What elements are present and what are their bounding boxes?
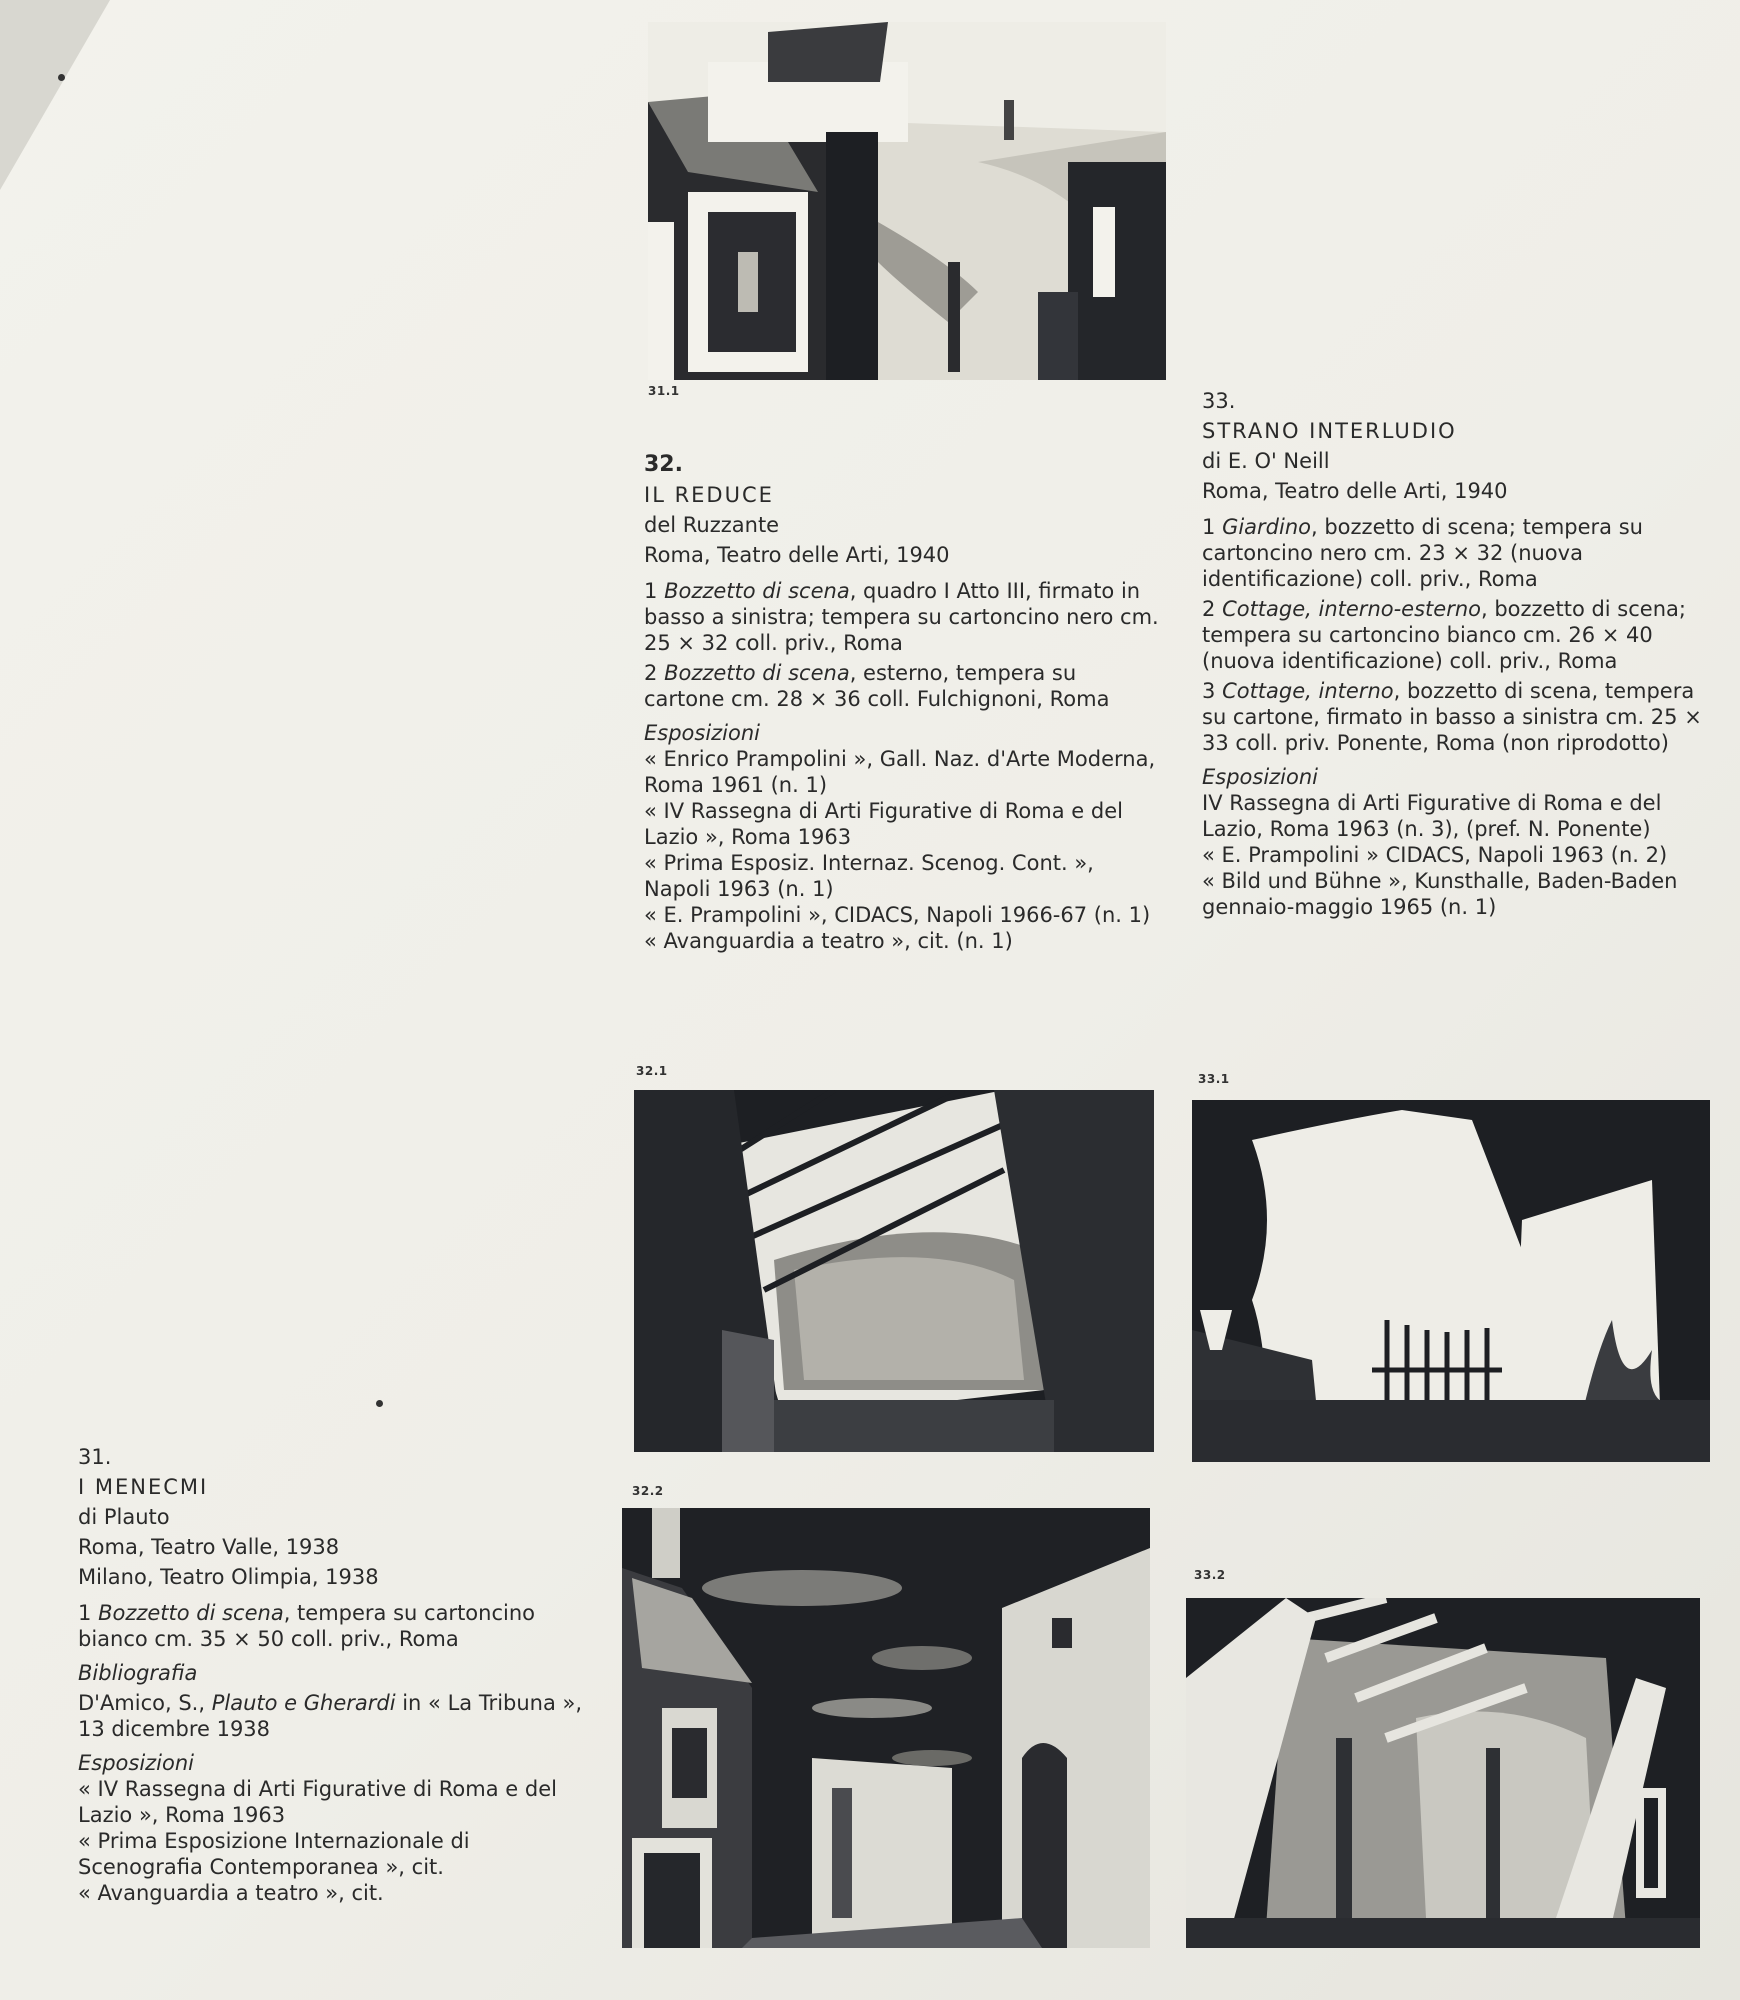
figure-caption: 32.1 [636, 1064, 668, 1078]
speck [376, 1400, 383, 1407]
entry-venue: Roma, Teatro delle Arti, 1940 [1202, 479, 1508, 503]
entry-item: 2 Bozzetto di scena, esterno, tempera su cartone cm. 28 × 36 coll. Fulchignoni, Roma [644, 661, 1110, 711]
entry-venue: Roma, Teatro Valle, 1938 [78, 1535, 340, 1559]
section-heading: Esposizioni [644, 721, 761, 745]
figure-33-1 [1192, 1100, 1710, 1462]
entry-number: 32. [644, 452, 683, 477]
figure-caption: 31.1 [648, 384, 680, 398]
list-item: IV Rassegna di Arti Figurative di Roma e del Lazio, Roma 1963 (n. 3), (pref. N. Ponente) [1202, 791, 1662, 841]
entry-number: 33. [1202, 389, 1236, 413]
entry-32 [644, 452, 1160, 954]
speck [58, 74, 65, 81]
scene-sketch-33-2 [1186, 1598, 1700, 1948]
entry-item: 1 Giardino, bozzetto di scena; tempera su cartoncino nero cm. 23 × 32 (nuova identificazione) coll. priv., Roma [1202, 515, 1643, 591]
section-heading: Esposizioni [1202, 765, 1319, 789]
exhibitions-list [1202, 790, 1718, 920]
scene-sketch-31-1 [648, 22, 1166, 380]
list-item: « Avanguardia a teatro », cit. (n. 1) [644, 929, 1013, 953]
list-item: « IV Rassegna di Arti Figurative di Roma e del Lazio », Roma 1963 [78, 1777, 557, 1827]
entry-item: 1 Bozzetto di scena, tempera su cartoncino bianco cm. 35 × 50 coll. priv., Roma [78, 1601, 535, 1651]
list-item: « E. Prampolini », CIDACS, Napoli 1966-67 (n. 1) [644, 903, 1151, 927]
list-item: « Prima Esposiz. Internaz. Scenog. Cont. », Napoli 1963 (n. 1) [644, 851, 1094, 901]
list-item: « Avanguardia a teatro », cit. [78, 1881, 384, 1905]
entry-venue: Milano, Teatro Olimpia, 1938 [78, 1565, 379, 1589]
exhibitions-list [644, 746, 1160, 954]
entry-author: di Plauto [78, 1505, 170, 1529]
entry-item: 2 Cottage, interno-esterno, bozzetto di scena; tempera su cartoncino bianco cm. 26 × 40 (nuova identificazione) coll. priv., Roma [1202, 597, 1686, 673]
figure-33-2 [1186, 1598, 1700, 1948]
figure-31-1 [648, 22, 1166, 380]
section-heading: Bibliografia [78, 1661, 198, 1685]
figure-32-1 [634, 1090, 1154, 1452]
bibliography-entry: D'Amico, S., Plauto e Gherardi in « La Tribuna », 13 dicembre 1938 [78, 1691, 583, 1741]
entry-31 [78, 1440, 598, 1906]
list-item: « Prima Esposizione Internazionale di Scenografia Contemporanea », cit. [78, 1829, 470, 1879]
entry-title: IL REDUCE [644, 483, 774, 507]
entry-item: 1 Bozzetto di scena, quadro I Atto III, firmato in basso a sinistra; tempera su cartoncino nero cm. 25 × 32 coll. priv., Roma [644, 579, 1159, 655]
entry-33 [1202, 384, 1718, 920]
scene-sketch-33-1 [1192, 1100, 1710, 1462]
figure-32-2 [622, 1508, 1150, 1948]
entry-title: STRANO INTERLUDIO [1202, 419, 1457, 443]
entry-title: I MENECMI [78, 1475, 209, 1499]
exhibitions-list [78, 1776, 598, 1906]
list-item: « Enrico Prampolini », Gall. Naz. d'Arte Moderna, Roma 1961 (n. 1) [644, 747, 1156, 797]
entry-item: 3 Cottage, interno, bozzetto di scena, tempera su cartone, firmato in basso a sinistra cm. 25 × 33 coll. priv. Ponente, Roma (non riprodotto) [1202, 679, 1702, 755]
list-item: « Bild und Bühne », Kunsthalle, Baden-Baden gennaio-maggio 1965 (n. 1) [1202, 869, 1678, 919]
figure-caption: 33.2 [1194, 1568, 1226, 1582]
entry-venue: Roma, Teatro delle Arti, 1940 [644, 543, 950, 567]
entry-author: di E. O' Neill [1202, 449, 1330, 473]
scene-sketch-32-1 [634, 1090, 1154, 1452]
figure-caption: 33.1 [1198, 1072, 1230, 1086]
list-item: « E. Prampolini » CIDACS, Napoli 1963 (n. 2) [1202, 843, 1668, 867]
figure-caption: 32.2 [632, 1484, 664, 1498]
list-item: « IV Rassegna di Arti Figurative di Roma e del Lazio », Roma 1963 [644, 799, 1123, 849]
scene-sketch-32-2 [622, 1508, 1150, 1948]
entry-number: 31. [78, 1445, 112, 1469]
section-heading: Esposizioni [78, 1751, 195, 1775]
page-fold [0, 0, 110, 190]
entry-author: del Ruzzante [644, 513, 780, 537]
